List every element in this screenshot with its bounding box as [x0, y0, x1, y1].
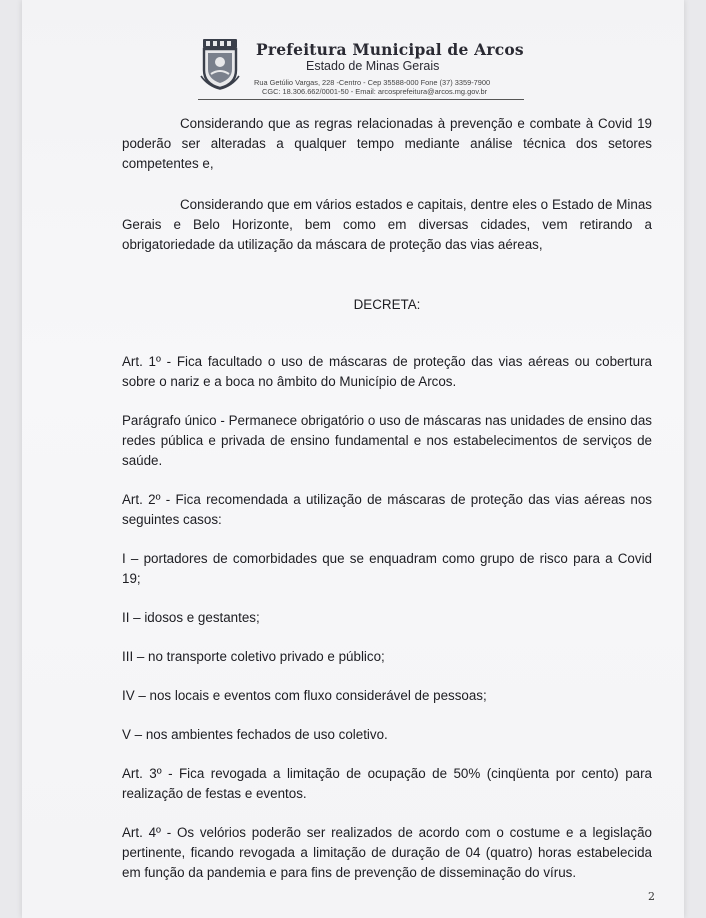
municipal-crest-icon — [200, 38, 240, 90]
article-2: Art. 2º - Fica recomendada a utilização de máscaras de proteção das vias aéreas nos seguintes casos: — [122, 492, 652, 527]
inciso-2: II – idosos e gestantes; — [122, 610, 260, 625]
header-title: Prefeitura Municipal de Arcos — [256, 40, 524, 59]
header-divider — [198, 99, 524, 100]
page-number: 2 — [648, 890, 655, 903]
inciso-4: IV – nos locais e eventos com fluxo considerável de pessoas; — [122, 688, 487, 703]
header-cgc: CGC: 18.306.662/0001-50 - Email: arcosprefeitura@arcos.mg.gov.br — [262, 87, 488, 96]
inciso-5: V – nos ambientes fechados de uso coletivo. — [122, 727, 388, 742]
inciso-3: III – no transporte coletivo privado e público; — [122, 649, 385, 664]
considerando-paragraph-2: Considerando que em vários estados e capitais, dentre eles o Estado de Minas Gerais e Belo Horizonte, bem como em diversas cidades, vem retirando a obrigatoriedade da utilização da máscara de proteção das vias aéreas, — [122, 197, 652, 252]
article-3: Art. 3º - Fica revogada a limitação de ocupação de 50% (cinqüenta por cento) para realização de festas e eventos. — [122, 766, 652, 801]
document-page — [22, 0, 684, 918]
document-body — [122, 114, 652, 883]
inciso-1: I – portadores de comorbidades que se enquadram como grupo de risco para a Covid 19; — [122, 551, 652, 586]
header-address: Rua Getúlio Vargas, 228 -Centro - Cep 35588-000 Fone (37) 3359-7900 — [254, 78, 491, 87]
letterhead — [22, 36, 684, 106]
considerando-paragraph-1: Considerando que as regras relacionadas à prevenção e combate à Covid 19 poderão ser alteradas a qualquer tempo mediante análise técnica dos setores competentes e, — [122, 116, 652, 171]
header-subtitle: Estado de Minas Gerais — [306, 59, 440, 73]
article-4: Art. 4º - Os velórios poderão ser realizados de acordo com o costume e a legislação pertinente, ficando revogada a limitação de duração de 04 (quatro) horas estabelecida em função da pandemia e para fins de prevenção de disseminação do vírus. — [122, 825, 652, 880]
decreta-heading: DECRETA: — [353, 297, 421, 312]
article-1: Art. 1º - Fica facultado o uso de máscaras de proteção das vias aéreas ou cobertura sobre o nariz e a boca no âmbito do Município de Arcos. — [122, 354, 652, 389]
paragrafo-unico: Parágrafo único - Permanece obrigatório o uso de máscaras nas unidades de ensino das redes pública e privada de ensino fundamental e nos estabelecimentos de serviços de saúde. — [122, 413, 652, 468]
